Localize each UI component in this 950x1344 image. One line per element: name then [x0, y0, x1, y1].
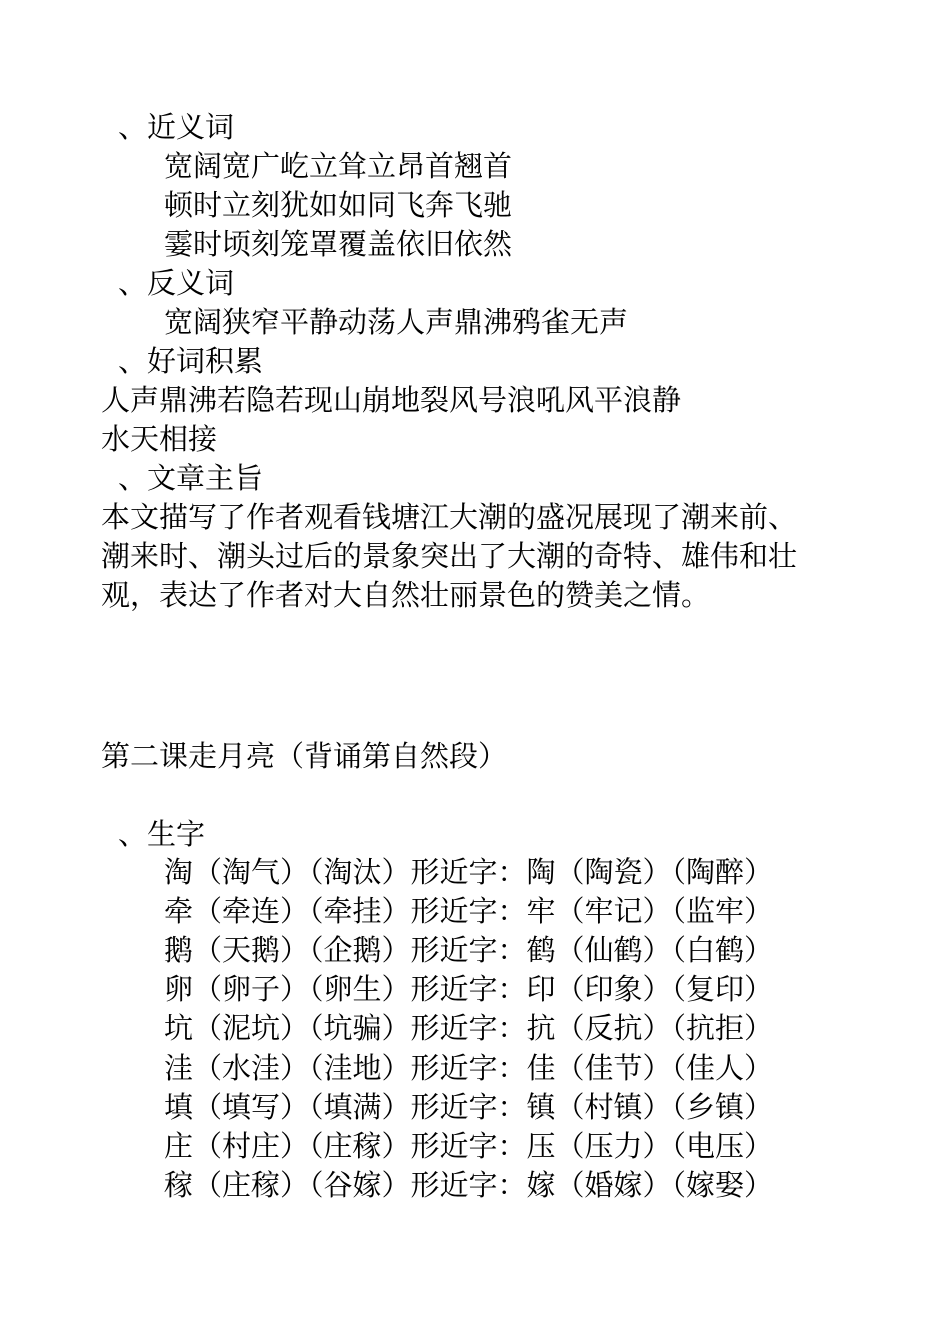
- theme-heading: 、文章主旨: [118, 461, 264, 495]
- theme-paragraph-line: 观，表达了作者对大自然壮丽景色的赞美之情。: [101, 578, 711, 612]
- character-line: 坑（泥坑）（坑骗）形近字：抗（反抗）（抗拒）: [164, 1011, 774, 1045]
- theme-paragraph-line: 本文描写了作者观看钱塘江大潮的盛况展现了潮来前、: [101, 500, 798, 534]
- character-line: 稼（庄稼）（谷嫁）形近字：嫁（婚嫁）（嫁娶）: [164, 1168, 774, 1202]
- synonyms-line: 宽阔宽广屹立耸立昂首翘首: [164, 149, 513, 183]
- synonyms-line: 霎时顷刻笼罩覆盖依旧依然: [164, 227, 513, 261]
- good-words-line: 人声鼎沸若隐若现山崩地裂风号浪吼风平浪静: [101, 383, 682, 417]
- synonyms-heading: 、近义词: [118, 110, 235, 144]
- lesson-title: 第二课走月亮（背诵第自然段）: [101, 739, 508, 773]
- theme-paragraph-line: 潮来时、潮头过后的景象突出了大潮的奇特、雄伟和壮: [101, 539, 798, 573]
- antonyms-heading: 、反义词: [118, 266, 235, 300]
- character-line: 卵（卵子）（卵生）形近字：印（印象）（复印）: [164, 972, 774, 1006]
- good-words-heading: 、好词积累: [118, 344, 264, 378]
- characters-heading: 、生字: [118, 817, 206, 851]
- character-line: 庄（村庄）（庄稼）形近字：压（压力）（电压）: [164, 1129, 774, 1163]
- character-line: 淘（淘气）（淘汰）形近字：陶（陶瓷）（陶醉）: [164, 855, 774, 889]
- character-line: 洼（水洼）（洼地）形近字：佳（佳节）（佳人）: [164, 1051, 774, 1085]
- character-line: 填（填写）（填满）形近字：镇（村镇）（乡镇）: [164, 1090, 774, 1124]
- antonyms-line: 宽阔狭窄平静动荡人声鼎沸鸦雀无声: [164, 305, 629, 339]
- character-line: 牵（牵连）（牵挂）形近字：牢（牢记）（监牢）: [164, 894, 774, 928]
- character-line: 鹅（天鹅）（企鹅）形近字：鹤（仙鹤）（白鹤）: [164, 933, 774, 967]
- synonyms-line: 顿时立刻犹如如同飞奔飞驰: [164, 188, 513, 222]
- good-words-line: 水天相接: [101, 422, 218, 456]
